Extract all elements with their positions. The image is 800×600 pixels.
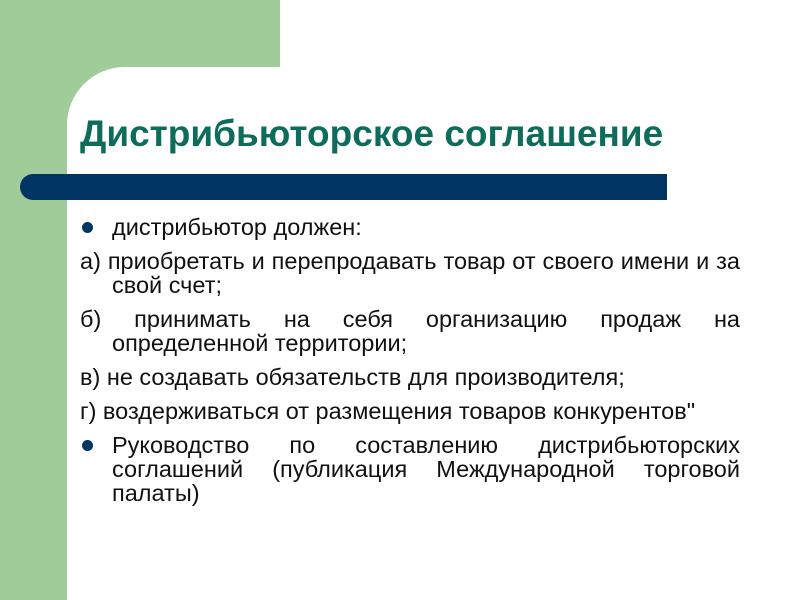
bullet-text: дистрибьютор должен:: [112, 214, 362, 240]
sub-item-text: г) воздерживаться от размещения товаров конкурентов": [80, 398, 696, 424]
sub-item-text: а) приобретать и перепродавать товар от своего имени и за свой счет;: [80, 248, 740, 298]
sub-item: [80, 249, 740, 297]
sub-item-text: б) принимать на себя организацию продаж на определенной территории;: [80, 306, 740, 356]
bullet-item: [80, 215, 740, 239]
sub-item: [80, 307, 740, 355]
slide-title: Дистрибьюторское соглашение: [80, 113, 664, 154]
bullet-item: [80, 433, 740, 505]
sub-item: [80, 365, 740, 389]
bullet-text: Руководство по составлению дистрибьюторских соглашений (публикация Международной торговой палаты): [112, 432, 740, 506]
title-underline-bar: [20, 174, 667, 200]
bullet-dot-icon: [82, 440, 93, 451]
decorative-green-strip: [0, 0, 67, 600]
sub-item: [80, 399, 740, 423]
sub-item-text: в) не создавать обязательств для производителя;: [80, 364, 625, 390]
bullet-dot-icon: [82, 222, 93, 233]
slide-body: [80, 205, 740, 505]
